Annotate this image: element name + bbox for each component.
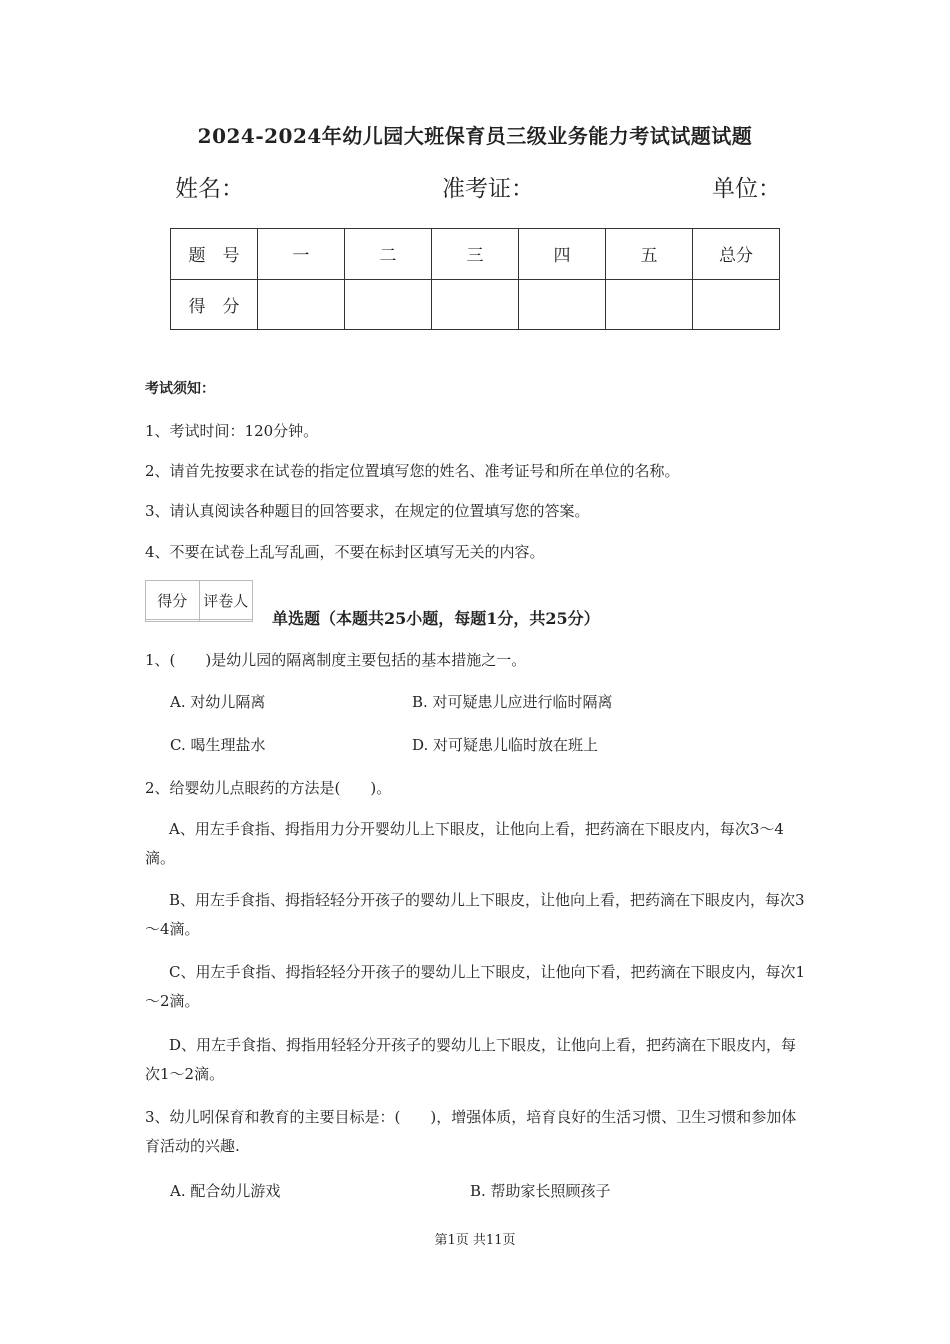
score-table-header-cell: 四 xyxy=(519,229,606,280)
question-stem: 1、( )是幼儿园的隔离制度主要包括的基本措施之一。 xyxy=(145,651,527,669)
score-table-header-cell: 总分 xyxy=(693,229,780,280)
score-cell[interactable] xyxy=(258,279,345,330)
score-table-header-cell: 题 号 xyxy=(171,229,258,280)
score-cell[interactable] xyxy=(606,279,693,330)
grader-box xyxy=(145,580,253,622)
exam-id-field-label: 准考证： xyxy=(442,176,534,202)
answer-option[interactable]: D. 对可疑患儿临时放在班上 xyxy=(412,736,599,754)
score-table-header-cell: 三 xyxy=(432,229,519,280)
answer-option[interactable]: B. 帮助家长照顾孩子 xyxy=(470,1182,611,1200)
grader-box-score-label: 得分 xyxy=(146,581,200,620)
answer-option[interactable]: A. 对幼儿隔离 xyxy=(170,693,266,711)
answer-option[interactable]: B. 对可疑患儿应进行临时隔离 xyxy=(412,693,613,711)
page-footer: 第1页 共11页 xyxy=(434,1233,516,1248)
name-field-label: 姓名： xyxy=(175,176,244,202)
answer-option[interactable]: A. 配合幼儿游戏 xyxy=(170,1182,281,1200)
answer-option[interactable]: C、用左手食指、拇指轻轻分开孩子的婴幼儿上下眼皮，让他向下看，把药滴在下眼皮内，每次1～2滴。 xyxy=(145,963,806,1010)
score-table-header-cell: 五 xyxy=(606,229,693,280)
notice-item: 4、不要在试卷上乱写乱画，不要在标封区填写无关的内容。 xyxy=(145,543,545,561)
score-cell[interactable] xyxy=(519,279,606,330)
score-table-header-row xyxy=(171,229,780,280)
score-table-score-row xyxy=(171,279,780,330)
grader-box-grader-label: 评卷人 xyxy=(199,581,253,620)
notice-heading: 考试须知： xyxy=(145,381,215,397)
score-table-header-cell: 二 xyxy=(345,229,432,280)
unit-field-label: 单位： xyxy=(712,176,781,202)
notice-item: 3、请认真阅读各种题目的回答要求，在规定的位置填写您的答案。 xyxy=(145,502,590,520)
score-table xyxy=(170,228,780,330)
answer-option[interactable]: C. 喝生理盐水 xyxy=(170,736,266,754)
score-table-row-label: 得 分 xyxy=(171,279,258,330)
grader-box-score-cell[interactable] xyxy=(146,620,200,622)
score-cell[interactable] xyxy=(693,279,780,330)
question-stem: 3、幼儿吲保育和教育的主要目标是：( )，增强体质，培育良好的生活习惯、卫生习惯和参加体育活动的兴趣. xyxy=(145,1108,797,1155)
question-stem: 2、给婴幼儿点眼药的方法是( )。 xyxy=(145,779,392,797)
score-table-header-cell: 一 xyxy=(258,229,345,280)
grader-box-grader-cell[interactable] xyxy=(199,620,253,622)
score-cell[interactable] xyxy=(345,279,432,330)
notice-item: 2、请首先按要求在试卷的指定位置填写您的姓名、准考证号和所在单位的名称。 xyxy=(145,462,680,480)
score-cell[interactable] xyxy=(432,279,519,330)
exam-title: 2024-2024年幼儿园大班保育员三级业务能力考试试题试题 xyxy=(197,124,753,148)
answer-option[interactable]: B、用左手食指、拇指轻轻分开孩子的婴幼儿上下眼皮，让他向上看，把药滴在下眼皮内，每次3～4滴。 xyxy=(145,891,805,938)
answer-option[interactable]: D、用左手食指、拇指用轻轻分开孩子的婴幼儿上下眼皮，让他向上看，把药滴在下眼皮内，每次1～2滴。 xyxy=(145,1036,797,1083)
answer-option[interactable]: A、用左手食指、拇指用力分开婴幼儿上下眼皮，让他向上看，把药滴在下眼皮内，每次3～4滴。 xyxy=(145,820,784,867)
section-title: 单选题（本题共25小题，每题1分，共25分） xyxy=(272,609,600,628)
notice-item: 1、考试时间：120分钟。 xyxy=(145,422,319,440)
